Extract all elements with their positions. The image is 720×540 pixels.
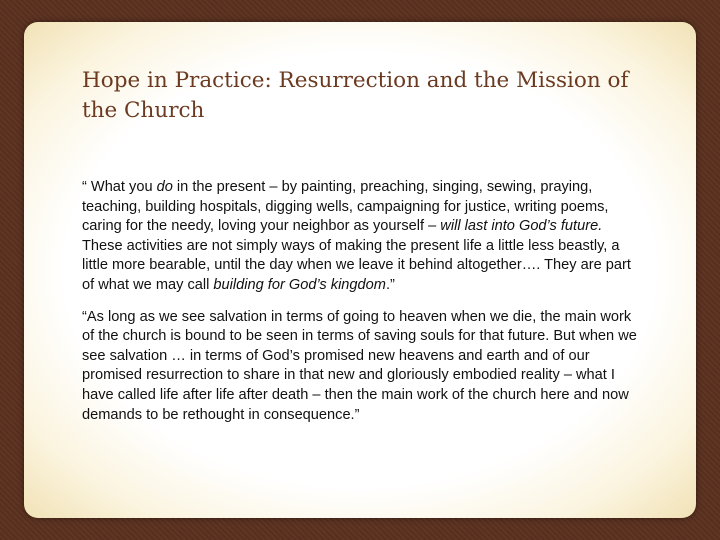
quote1-text: .” bbox=[385, 276, 395, 293]
quote-paragraph-1 bbox=[82, 178, 642, 296]
quote1-text: in the present – by painting, preaching, singing, sewing, praying, teaching, building hospitals, digging wells, campaigning for justice, writing poems, caring for the needy, loving your neighbor as yourself – bbox=[82, 179, 609, 235]
slide-body bbox=[82, 178, 642, 437]
quote1-emphasis: do bbox=[156, 179, 173, 195]
quote1-emphasis: will last into God’s future. bbox=[440, 218, 603, 235]
quote1-text: “ What you bbox=[82, 179, 157, 195]
slide bbox=[24, 22, 696, 518]
quote1-emphasis: building for God’s kingdom bbox=[213, 276, 386, 293]
quote1-text: These activities are not simply ways of making the present life a little less beastly, a little more bearable, until the day when we leave it behind altogether…. They are part of what we may call bbox=[82, 237, 631, 293]
slide-title: Hope in Practice: Resurrection and the Mission of the Church bbox=[82, 68, 629, 123]
quote-paragraph-2: “As long as we see salvation in terms of going to heaven when we die, the main work of the church is bound to be seen in terms of saving souls for that future. But when we see salvation … in terms of God’s promised new heavens and earth and of our promised resurrection to share in that new and gloriously embodied reality – what I have called life after life after death – then the main work of the church here and now demands to be rethought in consequence.” bbox=[82, 308, 637, 423]
